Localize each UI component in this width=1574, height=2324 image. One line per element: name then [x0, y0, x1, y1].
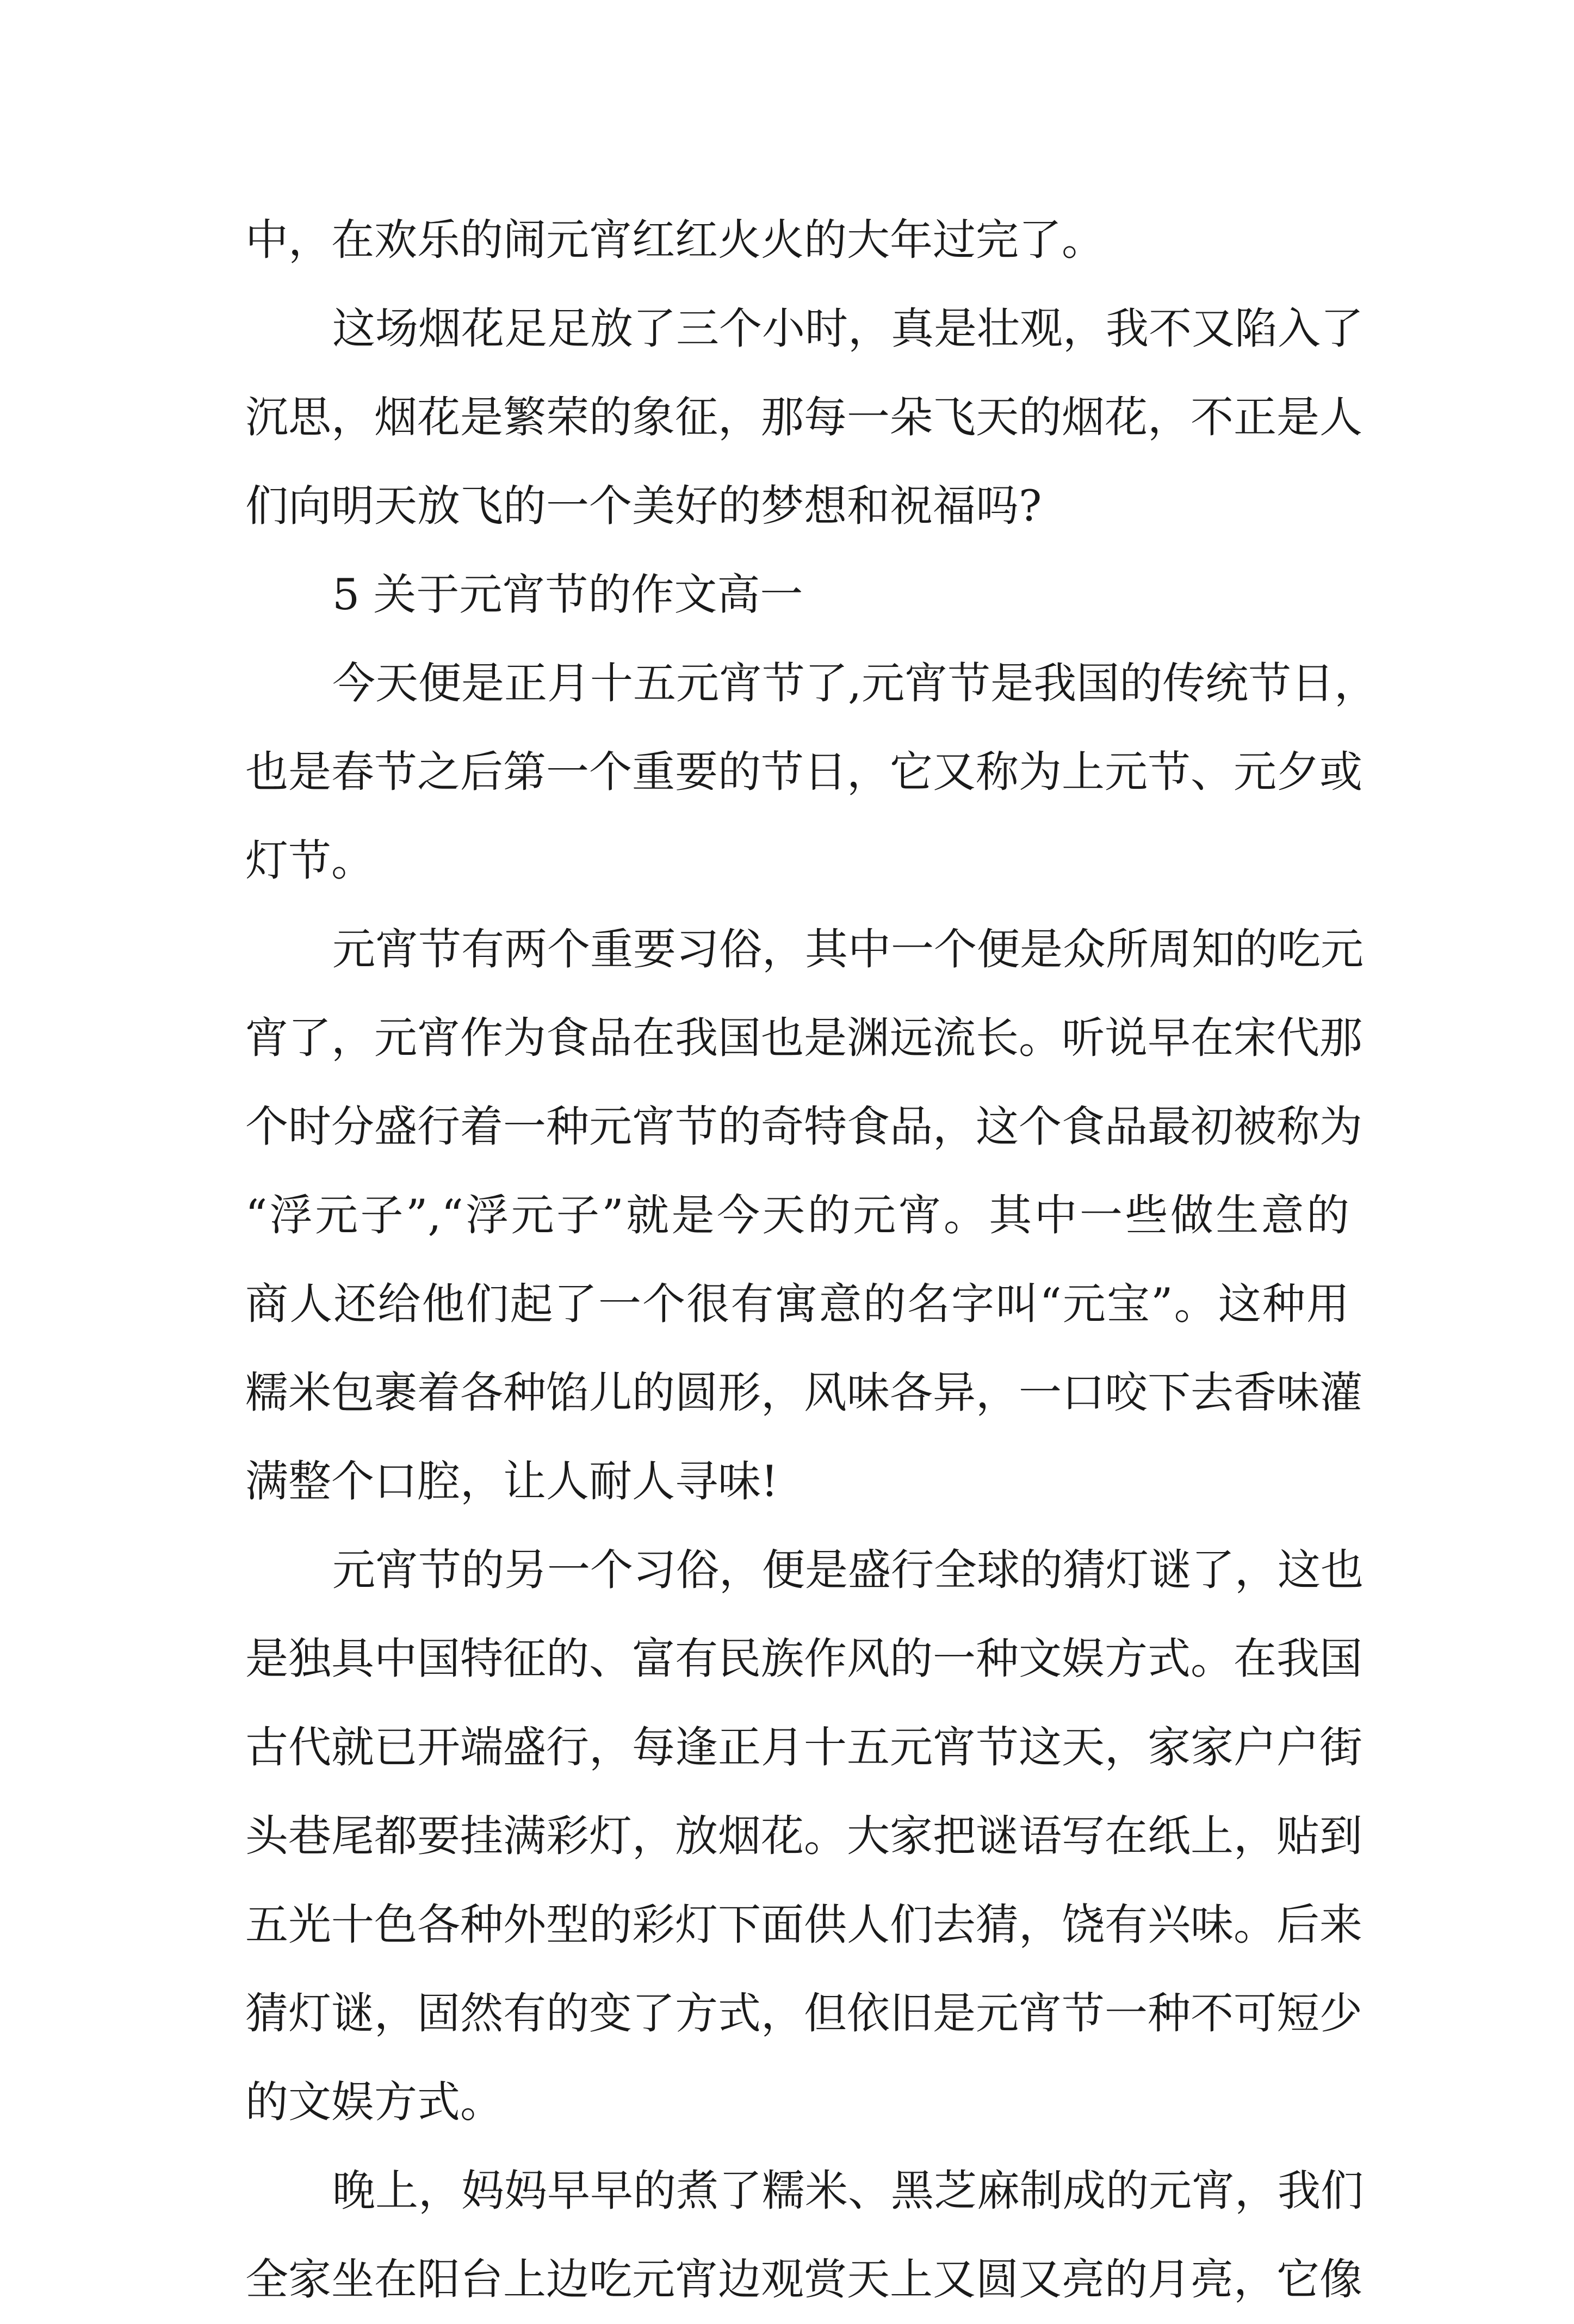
- text-line: 今天便是正月十五元宵节了,元宵节是我国的传统节日，: [332, 658, 1378, 708]
- text-line: 元宵节有两个重要习俗，其中一个便是众所周知的吃元: [332, 924, 1364, 974]
- text-line: 糯米包裹着各种馅儿的圆形，风味各异，一口咬下去香味灌: [245, 1368, 1362, 1418]
- text-line: 也是春节之后第一个重要的节日，它又称为上元节、元夕或: [245, 747, 1362, 797]
- text-line: 中，在欢乐的闹元宵红红火火的大年过完了。: [245, 215, 1105, 265]
- text-line: 是独具中国特征的、富有民族作风的一种文娱方式。在我国: [245, 1634, 1362, 1684]
- text-line: 猜灯谜，固然有的变了方式，但依旧是元宵节一种不可短少: [245, 1988, 1362, 2038]
- text-line: 个时分盛行着一种元宵节的奇特食品，这个食品最初被称为: [245, 1102, 1362, 1152]
- text-line: 宵了，元宵作为食品在我国也是渊远流长。听说早在宋代那: [245, 1013, 1362, 1063]
- text-line: 古代就已开端盛行，每逢正月十五元宵节这天，家家户户街: [245, 1722, 1362, 1772]
- text-line: 们向明天放飞的一个美好的梦想和祝福吗?: [245, 481, 1042, 531]
- text-line: 晚上，妈妈早早的煮了糯米、黑芝麻制成的元宵，我们: [332, 2166, 1364, 2216]
- text-line: 5 关于元宵节的作文高一: [332, 570, 803, 620]
- text-line: 的文娱方式。: [245, 2077, 503, 2127]
- text-line: 全家坐在阳台上边吃元宵边观赏天上又圆又亮的月亮，它像: [245, 2254, 1362, 2304]
- text-line: 灯节。: [245, 836, 374, 886]
- text-line: 这场烟花足足放了三个小时，真是壮观，我不又陷入了: [332, 304, 1364, 354]
- text-line: 元宵节的另一个习俗，便是盛行全球的猜灯谜了，这也: [332, 1545, 1364, 1595]
- essay-text: [245, 196, 1378, 2324]
- text-line: 沉思，烟花是繁荣的象征，那每一朵飞天的烟花，不正是人: [245, 392, 1362, 442]
- text-line: “浮元子”,“浮元子”就是今天的元宵。其中一些做生意的: [245, 1190, 1349, 1240]
- text-line: 五光十色各种外型的彩灯下面供人们去猜，饶有兴味。后来: [245, 1900, 1362, 1950]
- text-line: 头巷尾都要挂满彩灯，放烟花。大家把谜语写在纸上，贴到: [245, 1811, 1362, 1861]
- text-line: 满整个口腔，让人耐人寻味!: [245, 1456, 778, 1506]
- text-line: 商人还给他们起了一个很有寓意的名字叫“元宝”。这种用: [245, 1279, 1349, 1329]
